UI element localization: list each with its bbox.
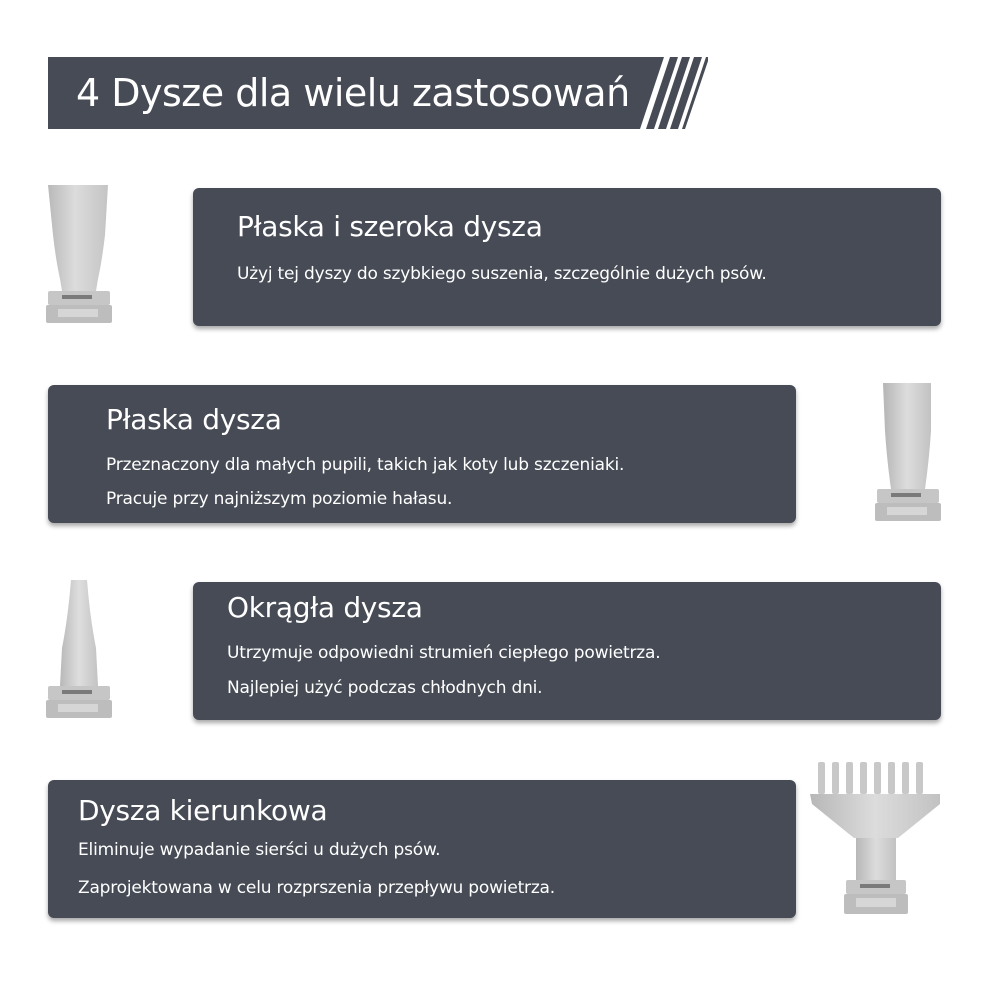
nozzle-description: Najlepiej użyć podczas chłodnych dni.: [227, 678, 543, 698]
nozzle-title: Okrągła dysza: [227, 591, 423, 624]
nozzle-card-wide-flat: [193, 188, 941, 326]
nozzle-description: Pracuje przy najniższym poziomie hałasu.: [106, 489, 453, 509]
wide-flat-nozzle-icon: [44, 183, 114, 327]
nozzle-description: Eliminuje wypadanie sierści u dużych psów.: [78, 840, 441, 860]
nozzle-title: Płaska dysza: [106, 403, 282, 436]
nozzle-description: Użyj tej dyszy do szybkiego suszenia, szczególnie dużych psów.: [237, 264, 767, 284]
nozzle-description: Zaprojektowana w celu rozprszenia przepływu powietrza.: [78, 878, 555, 898]
nozzle-description: Przeznaczony dla małych pupili, takich jak koty lub szczeniaki.: [106, 455, 625, 475]
header-banner: [48, 57, 708, 129]
nozzle-card-round: [193, 582, 941, 720]
page-title: 4 Dysze dla wielu zastosowań: [76, 71, 630, 115]
nozzle-title: Płaska i szeroka dysza: [237, 210, 543, 243]
nozzle-title: Dysza kierunkowa: [78, 794, 328, 827]
nozzle-card-directional: [48, 780, 796, 918]
flat-nozzle-icon: [873, 381, 943, 525]
nozzle-description: Utrzymuje odpowiedni strumień ciepłego powietrza.: [227, 643, 661, 663]
comb-nozzle-icon: [808, 760, 944, 918]
round-nozzle-icon: [44, 578, 114, 722]
nozzle-card-flat: [48, 385, 796, 523]
